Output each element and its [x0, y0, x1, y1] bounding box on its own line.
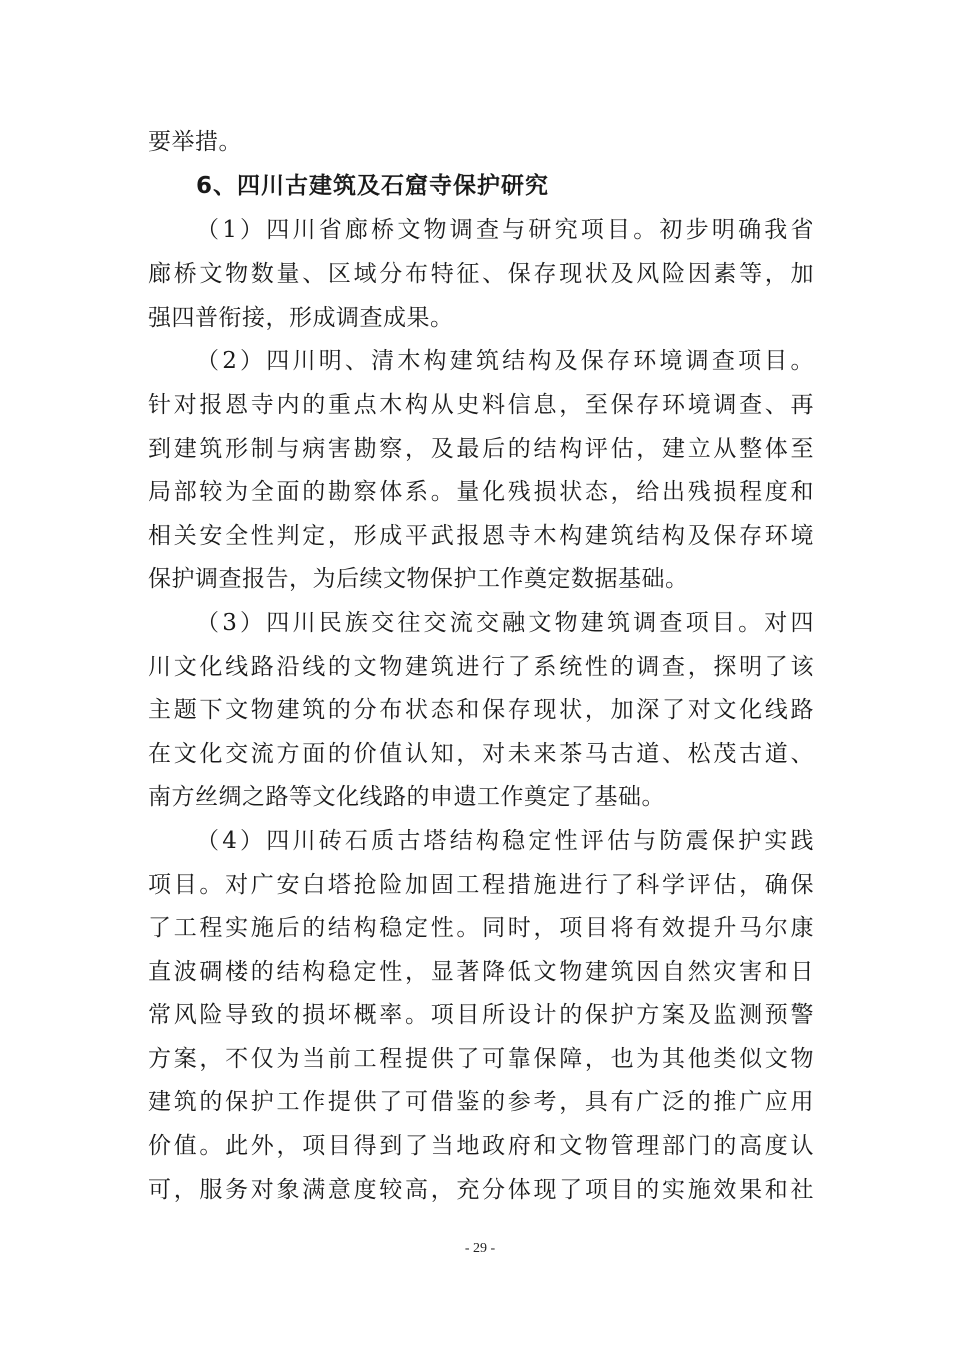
text-line: 项目。对广安白塔抢险加固工程措施进行了科学评估，确保	[148, 872, 814, 898]
text-line: 南方丝绸之路等文化线路的申遗工作奠定了基础。	[148, 784, 665, 810]
text-line: 直波碉楼的结构稳定性，显著降低文物建筑因自然灾害和日	[148, 959, 814, 985]
text-line: 到建筑形制与病害勘察，及最后的结构评估，建立从整体至	[148, 436, 814, 462]
text-line: 廊桥文物数量、区域分布特征、保存现状及风险因素等，加	[148, 261, 814, 287]
text-line: 可，服务对象满意度较高，充分体现了项目的实施效果和社	[148, 1177, 814, 1203]
text-line: 在文化交流方面的价值认知，对未来茶马古道、松茂古道、	[148, 741, 814, 767]
text-line: 针对报恩寺内的重点木构从史料信息，至保存环境调查、再	[148, 392, 814, 418]
text-line: 了工程实施后的结构稳定性。同时，项目将有效提升马尔康	[148, 915, 814, 941]
text-line: 要举措。	[148, 129, 242, 155]
text-line: 局部较为全面的勘察体系。量化残损状态，给出残损程度和	[148, 479, 814, 505]
text-line: （3）四川民族交往交流交融文物建筑调查项目。对四	[196, 610, 814, 636]
text-line: （4）四川砖石质古塔结构稳定性评估与防震保护实践	[196, 828, 814, 854]
text-line: 常风险导致的损坏概率。项目所设计的保护方案及监测预警	[148, 1002, 814, 1028]
text-line: 价值。此外，项目得到了当地政府和文物管理部门的高度认	[148, 1133, 814, 1159]
text-line: 主题下文物建筑的分布状态和保存现状，加深了对文化线路	[148, 697, 814, 723]
text-line: （1）四川省廊桥文物调查与研究项目。初步明确我省	[196, 217, 814, 243]
text-line: 相关安全性判定，形成平武报恩寺木构建筑结构及保存环境	[148, 523, 814, 549]
page-number: - 29 -	[464, 1241, 496, 1256]
text-line: 川文化线路沿线的文物建筑进行了系统性的调查，探明了该	[148, 654, 814, 680]
text-line: 保护调查报告，为后续文物保护工作奠定数据基础。	[148, 566, 689, 592]
text-line: 强四普衔接，形成调查成果。	[148, 305, 454, 331]
text-line: 方案，不仅为当前工程提供了可靠保障，也为其他类似文物	[148, 1046, 814, 1072]
section-heading: 6、四川古建筑及石窟寺保护研究	[196, 173, 550, 199]
text-line: 建筑的保护工作提供了可借鉴的参考，具有广泛的推广应用	[148, 1089, 814, 1115]
text-line: （2）四川明、清木构建筑结构及保存环境调查项目。	[196, 348, 814, 374]
